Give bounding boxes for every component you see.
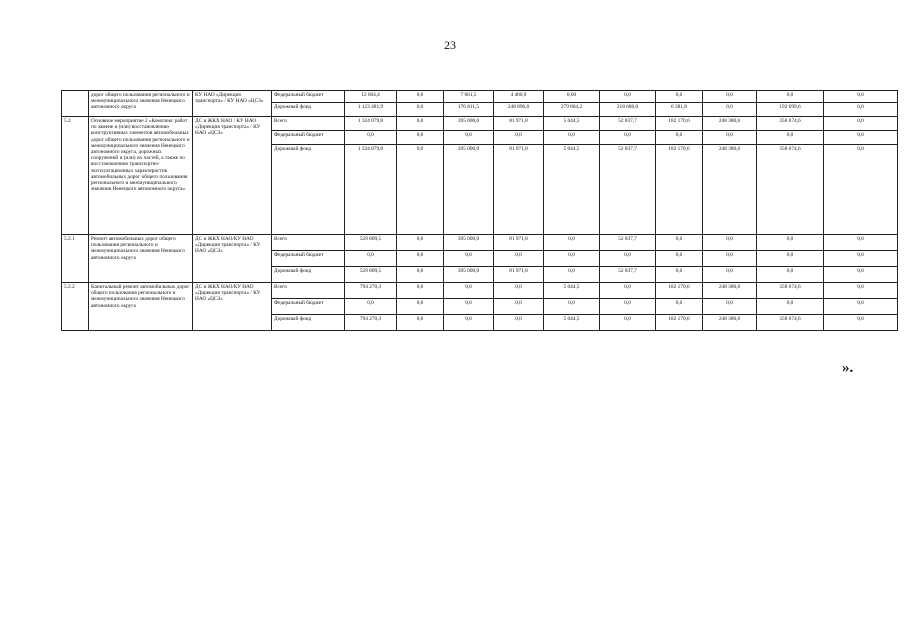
amount-cell: 0,0 (824, 235, 898, 251)
amount-cell: 1 324 079,8 (345, 145, 397, 235)
amount-cell: 0,0 (656, 91, 703, 103)
funding-source: Дорожный фонд (272, 267, 345, 283)
amount-cell: 52 837,7 (600, 145, 656, 235)
amount-cell: 358 674,6 (757, 315, 824, 331)
activity-name: Основное мероприятие 2 «Комплекс работ по замене и (или) восстановлению конструктивных элементов автомобильных дорог общего пользования регионального и межмуниципального значения Ненецкого автономного округа, дорожных сооружений и (или) их частей, а также по восстановлению транспортно-эксплуатационных характеристик автомобильных дорог общего пользования регионального и межмуниципального значения Ненецкого автономного округа» (89, 117, 193, 235)
amount-cell: 0,0 (757, 299, 824, 315)
amount-cell: 81 971,8 (494, 117, 544, 131)
amount-cell: 5 044,5 (544, 283, 600, 299)
amount-cell: 81 971,8 (494, 235, 544, 251)
amount-cell: 0,0 (397, 267, 444, 283)
amount-cell: 52 837,7 (600, 235, 656, 251)
amount-cell: 0,0 (824, 283, 898, 299)
amount-cell: 0,0 (600, 283, 656, 299)
amount-cell: 0,0 (600, 299, 656, 315)
amount-cell: 0,0 (397, 315, 444, 331)
amount-cell: 4 400,9 (494, 91, 544, 103)
amount-cell: 5 044,5 (544, 145, 600, 235)
amount-cell: 182 170,6 (656, 145, 703, 235)
amount-cell: 182 170,6 (656, 117, 703, 131)
funding-source: Дорожный фонд (272, 315, 345, 331)
table-row (62, 235, 898, 251)
amount-cell: 0,0 (444, 131, 494, 145)
amount-cell: 0,0 (824, 299, 898, 315)
amount-cell: 0,0 (824, 315, 898, 331)
amount-cell: 6 381,8 (656, 103, 703, 117)
table-row (62, 283, 898, 299)
amount-cell: 0,0 (703, 131, 757, 145)
amount-cell: 0,0 (824, 267, 898, 283)
funding-source: Дорожный фонд (272, 145, 345, 235)
table-row (62, 91, 898, 103)
amount-cell: 248 380,6 (703, 145, 757, 235)
budget-table (61, 90, 898, 331)
amount-cell: 0,0 (824, 117, 898, 131)
amount-cell: 1 123 481,9 (345, 103, 397, 117)
amount-cell: 0,0 (345, 251, 397, 267)
amount-cell: 0,0 (600, 251, 656, 267)
amount-cell: 0,0 (544, 267, 600, 283)
amount-cell: 0,0 (544, 131, 600, 145)
closing-quote-mark: ». (842, 360, 854, 376)
amount-cell: 7 661,5 (444, 91, 494, 103)
executor: ДС и ЖКХ НАО/КУ НАО «Дирекция транспорта» / КУ НАО «ЦСЗ» (193, 283, 272, 331)
amount-cell: 248 380,6 (703, 283, 757, 299)
amount-cell: 794 270,3 (345, 315, 397, 331)
amount-cell: 182 170,6 (656, 283, 703, 299)
funding-source: Всего (272, 235, 345, 251)
amount-cell: 0,0 (757, 267, 824, 283)
amount-cell: 248 896,8 (494, 103, 544, 117)
amount-cell: 52 837,7 (600, 267, 656, 283)
amount-cell: 0,0 (824, 251, 898, 267)
amount-cell: 0,0 (656, 251, 703, 267)
amount-cell: 0,0 (757, 235, 824, 251)
funding-source: Федеральный бюджет (272, 91, 345, 103)
funding-source: Дорожный фонд (272, 103, 345, 117)
amount-cell: 0,0 (757, 131, 824, 145)
amount-cell: 0,0 (544, 251, 600, 267)
amount-cell: 0,0 (397, 235, 444, 251)
amount-cell: 81 971,8 (494, 145, 544, 235)
funding-source: Всего (272, 117, 345, 131)
executor: ДС и ЖКХ НАО/КУ НАО «Дирекция транспорта» / КУ НАО «ЦСЗ» (193, 235, 272, 283)
amount-cell: 0,0 (397, 117, 444, 131)
item-code (62, 91, 89, 117)
activity-name: дорог общего пользования регионального и межмуниципального значения Ненецкого автономного округа (89, 91, 193, 117)
amount-cell: 5 044,5 (544, 117, 600, 131)
amount-cell: 0,0 (544, 299, 600, 315)
amount-cell: 0,0 (494, 315, 544, 331)
amount-cell: 0,0 (757, 91, 824, 103)
amount-cell: 176 811,5 (444, 103, 494, 117)
amount-cell: 0,0 (444, 299, 494, 315)
activity-name: Капитальный ремонт автомобильных дорог общего пользования регионального и межмуниципального значения Ненецкого автономного округа (89, 283, 193, 331)
amount-cell: 0,0 (757, 251, 824, 267)
amount-cell: 0,0 (824, 145, 898, 235)
amount-cell: 0,0 (703, 91, 757, 103)
item-code: 5.2.1 (62, 235, 89, 283)
amount-cell: 529 809,5 (345, 235, 397, 251)
amount-cell: 794 270,3 (345, 283, 397, 299)
amount-cell: 0,0 (824, 91, 898, 103)
amount-cell: 395 000,0 (444, 117, 494, 131)
amount-cell: 358 674,6 (757, 145, 824, 235)
funding-source: Федеральный бюджет (272, 299, 345, 315)
amount-cell: 248 380,6 (703, 315, 757, 331)
amount-cell: 0,0 (494, 131, 544, 145)
amount-cell: 0,0 (397, 283, 444, 299)
amount-cell: 0,0 (444, 283, 494, 299)
amount-cell: 0,0 (444, 251, 494, 267)
funding-source: Федеральный бюджет (272, 251, 345, 267)
amount-cell: 0,0 (600, 91, 656, 103)
item-code: 5.2.2 (62, 283, 89, 331)
amount-cell: 12 664,4 (345, 91, 397, 103)
executor: КУ НАО «Дирекция транспорта» / КУ НАО «ЦСЗ» (193, 91, 272, 117)
activity-name: Ремонт автомобильных дорог общего пользования регионального и межмуниципального значения Ненецкого автономного округа (89, 235, 193, 283)
amount-cell: 395 000,0 (444, 267, 494, 283)
amount-cell: 0,0 (494, 251, 544, 267)
item-code: 5.2 (62, 117, 89, 235)
amount-cell: 0,0 (444, 315, 494, 331)
executor: ДС и ЖКХ НАО / КУ НАО «Дирекция транспорта» / КУ НАО «ЦСЗ» (193, 117, 272, 235)
amount-cell: 0,0 (703, 103, 757, 117)
amount-cell: 0,0 (656, 299, 703, 315)
amount-cell: 0,0 (397, 299, 444, 315)
amount-cell: 0,0 (397, 131, 444, 145)
amount-cell: 0,0 (824, 131, 898, 145)
amount-cell: 0,0 (703, 267, 757, 283)
funding-source: Всего (272, 283, 345, 299)
amount-cell: 0,0 (600, 131, 656, 145)
amount-cell: 192 699,6 (757, 103, 824, 117)
amount-cell: 0,0 (656, 131, 703, 145)
amount-cell: 5 044,5 (544, 315, 600, 331)
amount-cell: 358 674,6 (757, 117, 824, 131)
amount-cell: 0,0 (544, 235, 600, 251)
amount-cell: 0,0 (494, 299, 544, 315)
amount-cell: 0,0 (397, 91, 444, 103)
amount-cell: 0,0 (397, 103, 444, 117)
amount-cell: 1 324 079,8 (345, 117, 397, 131)
amount-cell: 248 380,6 (703, 117, 757, 131)
page-number: 23 (444, 38, 456, 52)
amount-cell: 0,0 (824, 103, 898, 117)
amount-cell: 0,0 (397, 145, 444, 235)
amount-cell: 529 809,5 (345, 267, 397, 283)
amount-cell: 0,0 (494, 283, 544, 299)
amount-cell: 52 837,7 (600, 117, 656, 131)
amount-cell: 218 686,0 (600, 103, 656, 117)
amount-cell: 0,0 (703, 251, 757, 267)
funding-source: Федеральный бюджет (272, 131, 345, 145)
amount-cell: 0,00 (544, 91, 600, 103)
amount-cell: 0,0 (703, 299, 757, 315)
amount-cell: 0,0 (345, 299, 397, 315)
table-row (62, 117, 898, 131)
amount-cell: 358 674,6 (757, 283, 824, 299)
amount-cell: 395 000,0 (444, 235, 494, 251)
amount-cell: 279 804,2 (544, 103, 600, 117)
amount-cell: 0,0 (703, 235, 757, 251)
amount-cell: 81 971,8 (494, 267, 544, 283)
amount-cell: 0,0 (345, 131, 397, 145)
amount-cell: 395 000,0 (444, 145, 494, 235)
amount-cell: 0,0 (656, 235, 703, 251)
amount-cell: 0,0 (397, 251, 444, 267)
amount-cell: 182 170,6 (656, 315, 703, 331)
amount-cell: 0,0 (656, 267, 703, 283)
amount-cell: 0,0 (600, 315, 656, 331)
